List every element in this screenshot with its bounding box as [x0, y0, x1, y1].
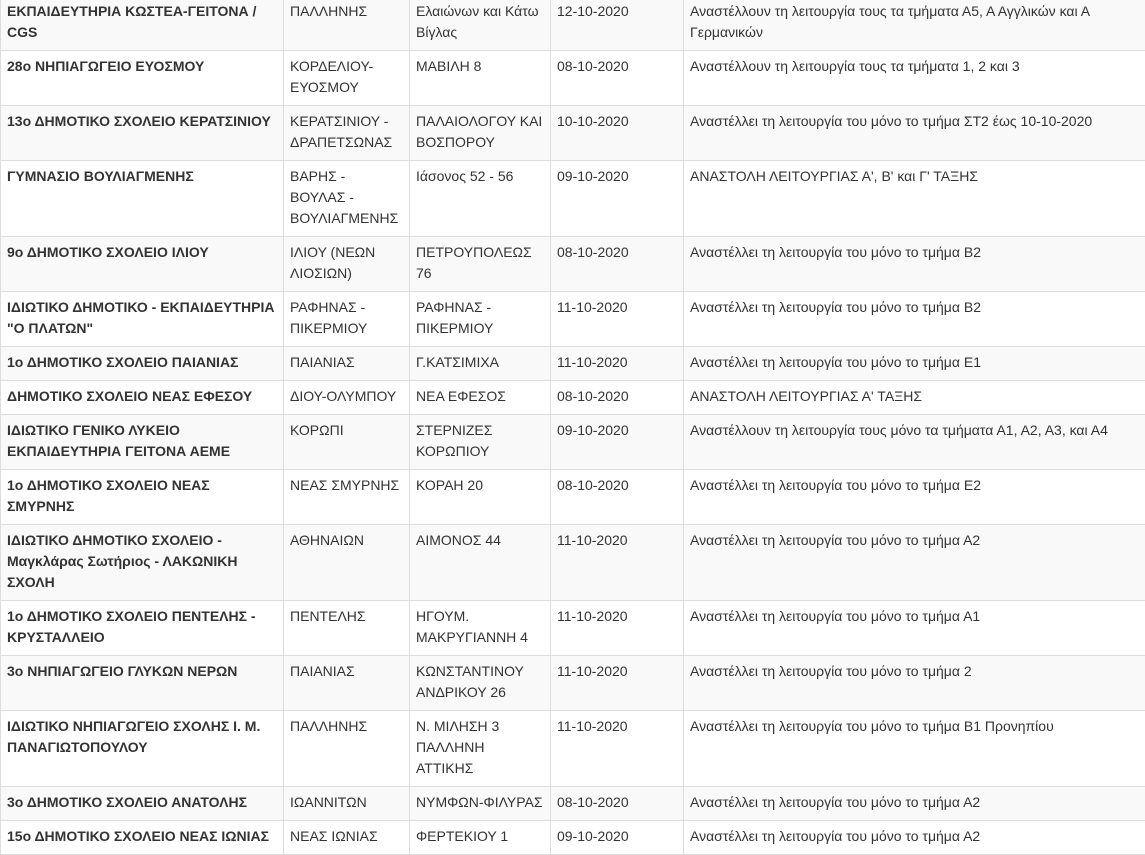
note-cell: Αναστέλλει τη λειτουργία του μόνο το τμήμα ΣΤ2 έως 10-10-2020 [684, 106, 1145, 161]
address-cell: ΠΕΤΡΟΥΠΟΛΕΩΣ 76 [410, 237, 551, 292]
school-name-cell: 13ο ΔΗΜΟΤΙΚΟ ΣΧΟΛΕΙΟ ΚΕΡΑΤΣΙΝΙΟΥ [1, 106, 284, 161]
note-cell: Αναστέλλουν τη λειτουργία τους τα τμήματα 1, 2 και 3 [684, 51, 1145, 106]
note-cell: Αναστέλλει τη λειτουργία του μόνο το τμήμα Β2 [684, 292, 1145, 347]
school-name-cell: ΕΚΠΑΙΔΕΥΤΗΡΙΑ ΚΩΣΤΕΑ-ΓΕΙΤΟΝΑ / CGS [1, 0, 284, 51]
table-row [1, 656, 1145, 711]
table-row [1, 106, 1145, 161]
table-row [1, 415, 1145, 470]
school-name-cell: ΙΔΙΩΤΙΚΟ ΔΗΜΟΤΙΚΟ - ΕΚΠΑΙΔΕΥΤΗΡΙΑ "Ο ΠΛΑΤΩΝ" [1, 292, 284, 347]
address-cell: ΗΓΟΥΜ. ΜΑΚΡΥΓΙΑΝΝΗ 4 [410, 601, 551, 656]
note-cell: Αναστέλλει τη λειτουργία του μόνο το τμήμα Ε1 [684, 347, 1145, 381]
school-name-cell: ΙΔΙΩΤΙΚΟ ΔΗΜΟΤΙΚΟ ΣΧΟΛΕΙΟ - Μαγκλάρας Σωτήριος - ΛΑΚΩΝΙΚΗ ΣΧΟΛΗ [1, 525, 284, 601]
school-name-cell: ΓΥΜΝΑΣΙΟ ΒΟΥΛΙΑΓΜΕΝΗΣ [1, 161, 284, 237]
school-name-cell: 9ο ΔΗΜΟΤΙΚΟ ΣΧΟΛΕΙΟ ΙΛΙΟΥ [1, 237, 284, 292]
date-cell: 09-10-2020 [551, 821, 684, 855]
table-row [1, 601, 1145, 656]
table-row [1, 787, 1145, 821]
note-cell: ΑΝΑΣΤΟΛΗ ΛΕΙΤΟΥΡΓΙΑΣ Α', Β' και Γ' ΤΑΞΗΣ [684, 161, 1145, 237]
table-row [1, 51, 1145, 106]
date-cell: 11-10-2020 [551, 656, 684, 711]
school-name-cell: 1ο ΔΗΜΟΤΙΚΟ ΣΧΟΛΕΙΟ ΝΕΑΣ ΣΜΥΡΝΗΣ [1, 470, 284, 525]
date-cell: 08-10-2020 [551, 51, 684, 106]
note-cell: ΑΝΑΣΤΟΛΗ ΛΕΙΤΟΥΡΓΙΑΣ Α' ΤΑΞΗΣ [684, 381, 1145, 415]
school-name-cell: 3ο ΔΗΜΟΤΙΚΟ ΣΧΟΛΕΙΟ ΑΝΑΤΟΛΗΣ [1, 787, 284, 821]
address-cell: ΝΕΑ ΕΦΕΣΟΣ [410, 381, 551, 415]
note-cell: Αναστέλλει τη λειτουργία του μόνο το τμήμα Α2 [684, 821, 1145, 855]
table-row [1, 470, 1145, 525]
date-cell: 10-10-2020 [551, 106, 684, 161]
table-row [1, 347, 1145, 381]
date-cell: 11-10-2020 [551, 347, 684, 381]
table-row [1, 237, 1145, 292]
address-cell: Ιάσονος 52 - 56 [410, 161, 551, 237]
note-cell: Αναστέλλει τη λειτουργία του μόνο το τμήμα Α2 [684, 525, 1145, 601]
table-row [1, 292, 1145, 347]
municipality-cell: ΠΑΛΛΗΝΗΣ [284, 0, 410, 51]
date-cell: 08-10-2020 [551, 237, 684, 292]
school-name-cell: 15ο ΔΗΜΟΤΙΚΟ ΣΧΟΛΕΙΟ ΝΕΑΣ ΙΩΝΙΑΣ [1, 821, 284, 855]
note-cell: Αναστέλλει τη λειτουργία του μόνο το τμήμα 2 [684, 656, 1145, 711]
date-cell: 11-10-2020 [551, 601, 684, 656]
municipality-cell: ΚΕΡΑΤΣΙΝΙΟΥ - ΔΡΑΠΕΤΣΩΝΑΣ [284, 106, 410, 161]
note-cell: Αναστέλλει τη λειτουργία του μόνο το τμήμα Β2 [684, 237, 1145, 292]
table-body [1, 0, 1145, 855]
municipality-cell: ΙΛΙΟΥ (ΝΕΩΝ ΛΙΟΣΙΩΝ) [284, 237, 410, 292]
table-row [1, 161, 1145, 237]
table-row [1, 381, 1145, 415]
municipality-cell: ΠΑΛΛΗΝΗΣ [284, 711, 410, 787]
table-row [1, 525, 1145, 601]
municipality-cell: ΚΟΡΔΕΛΙΟΥ-ΕΥΟΣΜΟΥ [284, 51, 410, 106]
table-row [1, 0, 1145, 51]
address-cell: Ελαιώνων και Κάτω Βίγλας [410, 0, 551, 51]
date-cell: 11-10-2020 [551, 711, 684, 787]
date-cell: 09-10-2020 [551, 161, 684, 237]
date-cell: 08-10-2020 [551, 381, 684, 415]
address-cell: Γ.ΚΑΤΣΙΜΙΧΑ [410, 347, 551, 381]
note-cell: Αναστέλλει τη λειτουργία του μόνο το τμήμα Ε2 [684, 470, 1145, 525]
address-cell: ΝΥΜΦΩΝ-ΦΙΛΥΡΑΣ [410, 787, 551, 821]
date-cell: 12-10-2020 [551, 0, 684, 51]
address-cell: ΠΑΛΑΙΟΛΟΓΟΥ ΚΑΙ ΒΟΣΠΟΡΟΥ [410, 106, 551, 161]
address-cell: ΚΟΡΑΗ 20 [410, 470, 551, 525]
school-name-cell: 1ο ΔΗΜΟΤΙΚΟ ΣΧΟΛΕΙΟ ΠΕΝΤΕΛΗΣ - ΚΡΥΣΤΑΛΛΕΙΟ [1, 601, 284, 656]
municipality-cell: ΠΕΝΤΕΛΗΣ [284, 601, 410, 656]
municipality-cell: ΚΟΡΩΠΙ [284, 415, 410, 470]
note-cell: Αναστέλλει τη λειτουργία του μόνο το τμήμα Β1 Προνηπίου [684, 711, 1145, 787]
address-cell: ΡΑΦΗΝΑΣ - ΠΙΚΕΡΜΙΟΥ [410, 292, 551, 347]
school-name-cell: ΙΔΙΩΤΙΚΟ ΝΗΠΙΑΓΩΓΕΙΟ ΣΧΟΛΗΣ Ι. Μ. ΠΑΝΑΓΙΩΤΟΠΟΥΛΟΥ [1, 711, 284, 787]
date-cell: 08-10-2020 [551, 470, 684, 525]
note-cell: Αναστέλλει τη λειτουργία του μόνο το τμήμα Α1 [684, 601, 1145, 656]
address-cell: ΦΕΡΤΕΚΙΟΥ 1 [410, 821, 551, 855]
date-cell: 08-10-2020 [551, 787, 684, 821]
address-cell: ΜΑΒΙΛΗ 8 [410, 51, 551, 106]
municipality-cell: ΔΙΟΥ-ΟΛΥΜΠΟΥ [284, 381, 410, 415]
address-cell: ΣΤΕΡΝΙΖΕΣ ΚΟΡΩΠΙΟΥ [410, 415, 551, 470]
school-name-cell: ΙΔΙΩΤΙΚΟ ΓΕΝΙΚΟ ΛΥΚΕΙΟ ΕΚΠΑΙΔΕΥΤΗΡΙΑ ΓΕΙΤΟΝΑ ΑΕΜΕ [1, 415, 284, 470]
municipality-cell: ΙΩΑΝΝΙΤΩΝ [284, 787, 410, 821]
address-cell: ΑΙΜΟΝΟΣ 44 [410, 525, 551, 601]
school-name-cell: 1ο ΔΗΜΟΤΙΚΟ ΣΧΟΛΕΙΟ ΠΑΙΑΝΙΑΣ [1, 347, 284, 381]
table-row [1, 711, 1145, 787]
table-row [1, 821, 1145, 855]
address-cell: ΚΩΝΣΤΑΝΤΙΝΟΥ ΑΝΔΡΙΚΟΥ 26 [410, 656, 551, 711]
municipality-cell: ΡΑΦΗΝΑΣ - ΠΙΚΕΡΜΙΟΥ [284, 292, 410, 347]
note-cell: Αναστέλλει τη λειτουργία του μόνο το τμήμα Α2 [684, 787, 1145, 821]
school-name-cell: 28ο ΝΗΠΙΑΓΩΓΕΙΟ ΕΥΟΣΜΟΥ [1, 51, 284, 106]
school-name-cell: ΔΗΜΟΤΙΚΟ ΣΧΟΛΕΙΟ ΝΕΑΣ ΕΦΕΣΟΥ [1, 381, 284, 415]
note-cell: Αναστέλλουν τη λειτουργία τους τα τμήματα Α5, Α Αγγλικών και Α Γερμανικών [684, 0, 1145, 51]
municipality-cell: ΠΑΙΑΝΙΑΣ [284, 347, 410, 381]
municipality-cell: ΝΕΑΣ ΙΩΝΙΑΣ [284, 821, 410, 855]
municipality-cell: ΑΘΗΝΑΙΩΝ [284, 525, 410, 601]
note-cell: Αναστέλλουν τη λειτουργία τους μόνο τα τμήματα Α1, Α2, Α3, και Α4 [684, 415, 1145, 470]
date-cell: 11-10-2020 [551, 292, 684, 347]
address-cell: Ν. ΜΙΛΗΣΗ 3 ΠΑΛΛΗΝΗ ΑΤΤΙΚΗΣ [410, 711, 551, 787]
municipality-cell: ΠΑΙΑΝΙΑΣ [284, 656, 410, 711]
date-cell: 09-10-2020 [551, 415, 684, 470]
municipality-cell: ΒΑΡΗΣ - ΒΟΥΛΑΣ - ΒΟΥΛΙΑΓΜΕΝΗΣ [284, 161, 410, 237]
school-name-cell: 3ο ΝΗΠΙΑΓΩΓΕΙΟ ΓΛΥΚΩΝ ΝΕΡΩΝ [1, 656, 284, 711]
date-cell: 11-10-2020 [551, 525, 684, 601]
municipality-cell: ΝΕΑΣ ΣΜΥΡΝΗΣ [284, 470, 410, 525]
